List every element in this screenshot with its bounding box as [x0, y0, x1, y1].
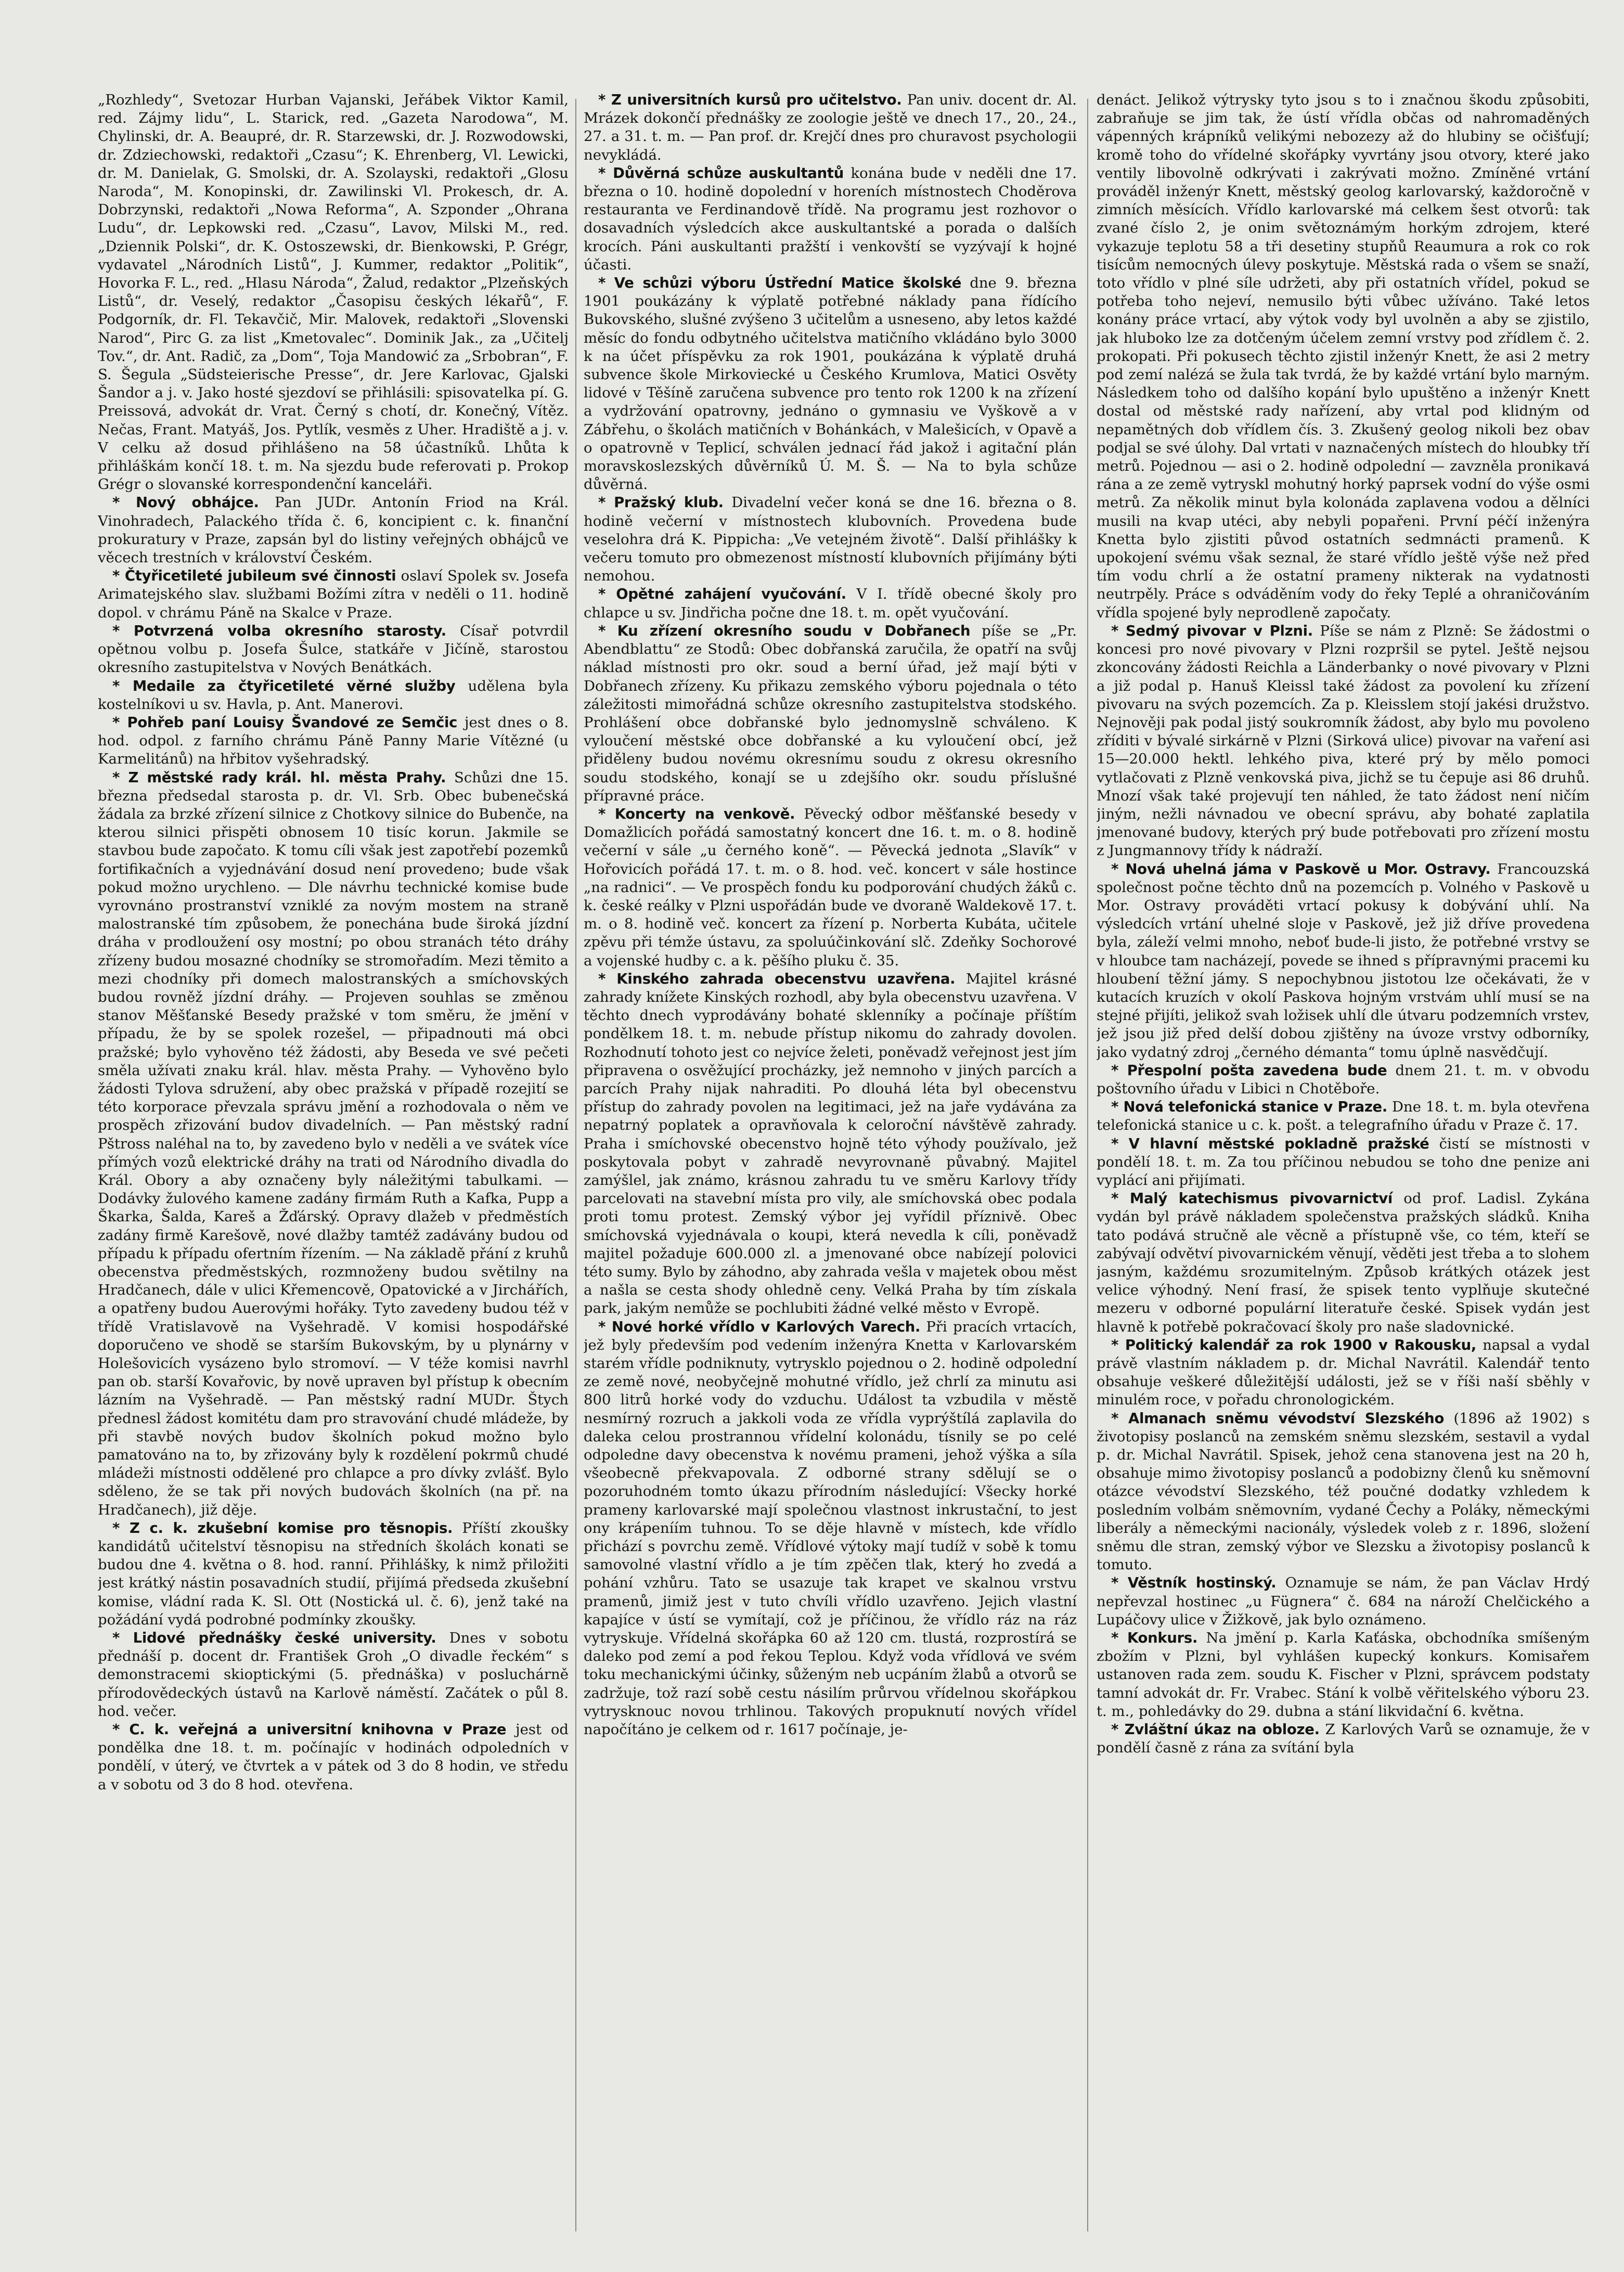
news-item-text: od prof. Ladisl. Zykána vydán byl právě nákladem společenstva pražských sládků. Kniha tato podává stručně ale věcně a přístupně vše, co tém, kteří se zabývají odvětví pivovarnickém věnují, věděti jest třeba a to slohem jasným, každému srozumitelným. Způsob krátkých otázek jest velice výhodný. Není frasí, že spisek tento vyplňuje skutečné mezeru v odborné populární literatuře české. Spisek vydán jest hlavně k potřebě pokračovací školy pro naše sladovnické. — [1097, 1190, 1590, 1335]
news-item-text: Dnes v sobotu přednáší p. docent dr. František Groh „O divadle řeckém“ s demonstracemi skioptickými (5. přednáška) v posluchárně přírodovědeckých ústavů na Karlově náměstí. Začátek o půl 8. hod. večer. — [98, 1630, 569, 1720]
news-item-text: Při pracích vrtacích, jež byly především pod vedením inženýra Knetta v Karlovarském starém vřídle podniknuty, vytrysklo pojednou o 2. hodině odpolední ze země nové, neobyčejně mohutné vřídlo, jež chrlí za minutu asi 800 litrů horké vody do vzduchu. Událost ta vzbudila v městě nesmírný rozruch a jakkoli voda ze vřídla vyprýštílá zaplavila do dalekа celou prostrannou vřídelní kolonádu, tísnily se po celé odpoledne davy obecenstva k novému prameni, jehož výška a síla všeobecně překvapovala. Z odborné strany sdělují se o pozoruhodném tomto úkazu přírodním následující: Všecky horké prameny karlovarské mají společnou vlastnost inkrustační, to jest ony krápeníím tuhnou. To se děje hlavně v místech, kde vřídlo přichází s povrchu země. Vřídlové výtoky mají tudíž v sobě k tomu samovolné vlastní vřídlo a je tím zpěčen tlak, který ho zvedá a pohání vzhůru. Tato se usazuje tak krapet ve skalnou vrstvu pramenů, jimiž jest v tuto chvíli vřídlo uzavřeno. Jejich vlastní kapajíce v ústí se vymítají, což je příčinou, že vřídlo ráz na ráz vytryskuje. Vřídelná skořápka 60 až 120 cm. tlustá, rozprostírá se daleko pod zemí a pod řekou Teplou. Když voda vřídlová ve svém toku mechanickými účinky, sůženým neb ucpáním žlabů a otvorů se zadržuje, tož razí sobě cestu násilím průrvou vřídelnou skořápkou vytrysknouc novou trhlinou. Takových propuknutí nových vřídel napočítáno je celkem od r. 1617 počínaje, je- — [584, 1318, 1077, 1738]
news-item-headline: * Pohřeb paní Louisy Švandové ze Semčic — [112, 714, 458, 731]
news-item-text: Pan JUDr. Antonín Friod na Král. Vinohradech, Palackého třída č. 6, koncipient c. k. finanční prokuratury v Praze, zapsán byl do listiny veřejných obhájců ve věcech trestních v království Českém. — [98, 494, 569, 566]
news-item-text: oslaví Spolek sv. Josefa Arimatejského slav. službami Božími zítra v neděli o 11. hodině dopol. v chrámu Páně na Skalce v Praze. — [98, 567, 569, 621]
news-item-headline: * Nové horké vřídlo v Karlových Varech. — [598, 1318, 921, 1335]
news-item — [1097, 1336, 1590, 1410]
news-item — [1097, 1721, 1590, 1757]
news-item — [1097, 860, 1590, 1062]
column-1 — [98, 91, 569, 2250]
news-item — [1097, 622, 1590, 860]
news-item-headline: * Almanach sněmu vévodství Slezského — [1111, 1410, 1445, 1427]
news-item-headline: * Opětné zahájení vyučování. — [598, 586, 846, 603]
news-item-headline: * Ku zřízení okresního soudu v Dobřanech — [598, 622, 971, 639]
news-item — [1097, 1098, 1590, 1134]
news-item-headline: * Politický kalendář za rok 1900 v Rakousku, — [1111, 1336, 1477, 1353]
news-item-text: dnem 21. t. m. v obvodu poštovního úřadu v Libici n Chotěboře. — [1097, 1062, 1590, 1097]
news-item-text: Píše se nám z Plzně: Se žádostmi o koncesi pro nové pivovary v Plzni rozpršil se pytel. Ještě nejsou zkoncovány žádosti Reichla a Länderbanky o nové pivovary v Plzni a již podal p. Hanuš Kleissl také žádost za povolení ku zřízení pivovaru na svých pozemcích. Za p. Kleisslem stojí jakési družstvo. Nejnověji pak podal jistý soukromník žádost, aby bylo mu povoleno zříditi v bývalé sirkárně v Plzni (Sirková ulice) pivovar na vaření asi 15—20.000 hektl. lehkého piva, které prý by mělo pomoci vytlačovati z Plzně venkovská piva, jichž se tu čepuje asi 86 druhů. Mnozí však také projevují ten náhled, že tato žádost není ničím jiným, nežli návnadou ve obecní správu, aby bohaté zaplatila jmenované budovy, kterých prý bude potřebovati pro zřízení mostu z Jungmannovy třídy k nádraží. — [1097, 622, 1590, 859]
news-item-text: Majitel krásné zahrady knížete Kinských rozhodl, aby byla obecenstvu uzavřena. V těchto dnech vyprodávány bohaté sklenníky a počínaje příštím pondělkem 18. t. m. nebude přístup nikomu do zahrady dovolen. Rozhodnutí tohoto jest co nejvíce želeti, poněvadž veřejnost jest jím připravena o osvěžující procházky, jež nemnoho v jiných parcích a parcích Prahy nijak nahraditi. Po dlouhá léta byl obecenstvu přístup do zahrady povolen na legitimaci, jež na jaře vydávána za nepatrný poplatek a opravňovala k celoroční návštěvě zahrady. Praha i smíchovské obecenstvo hojně této výhody používalo, jež poskytovala pobyt v zahradě nevyrovnaně půvabný. Majitel zamýšlel, jak známo, krásnou zahradu tu ve směru Karlovy třídy parcelovati na stavební místa pro vily, ale smíchovská obec podala proti tomu protest. Zemský výbor jej vyřídil příznivě. Obec smíchovská vyjednávala o koupi, která nevedla k cíli, poněvadž majitel požaduje 600.000 zl. a jmenované obce nabízejí polovici této sumy. Bylo by záhodno, aby zahrada vešla v majetek obou měst a našla se cesta shody ohledně ceny. Velká Praha by tím získala park, jakým nemůže se pochlubiti žádné velké město v Evropě. — [584, 970, 1077, 1317]
news-item-headline: * Kinského zahrada obecenstvu uzavřena. — [598, 970, 956, 987]
news-item-text: V I. třídě obecné školy pro chlapce u sv. Jindřicha počne dne 18. t. m. opět vyučování. — [584, 586, 1077, 621]
column-rule — [1087, 99, 1088, 2231]
news-item-headline: * Čtyřicetileté jubileum své činnosti — [112, 567, 396, 585]
news-item-headline: * Konkurs. — [1111, 1630, 1198, 1647]
news-item — [98, 1629, 569, 1721]
news-item-headline: * Z c. k. zkušební komise pro těsnopis. — [112, 1519, 453, 1537]
news-item — [584, 622, 1077, 805]
news-item-text: Divadelní večer koná se dne 16. března o 8. hodině večerní v místnostech klubovních. Provedena bude veselohra drá K. Pippicha: „Ve vetejném životě“. Další přihlášky k večeru tomuto pro obmezenost místností klubovních přijímány býti nemohou. — [584, 494, 1077, 585]
news-item-text: jest dnes o 8. hod. odpol. z farního chrámu Páně Panny Marie Vítězné (u Karmelitánů) na hřbitov vyšehradský. — [98, 714, 569, 768]
news-item — [1097, 1574, 1590, 1629]
news-item-text: píše se „Pr. Abendblattu“ ze Stodů: Obec dobřanská zaručila, že opatří na svůj náklad místnosti pro okr. soud a berní úřad, jež mají býti v Dobřanech zřízeny. Ku přikazu zemského výboru pojednala o této záležitosti mimořádná schůze okresního zastupitelstva stodského. Prohlášení obce dobřanské bylo jednomyslně schváleno. K vyloučení městské obce dobřanské a ku vyloučení obcí, jež přiděleny budou novému okresnímu soudu z okresu okresního soudu stodského, konají se u zdejšího okr. soudu příslušné přípravné práce. — [584, 622, 1077, 804]
news-item — [1097, 1629, 1590, 1721]
news-item-headline: * Z městské rady král. hl. města Prahy. — [112, 769, 446, 786]
news-item-text: jest od pondělka dne 18. t. m. počínajíc v hodinách odpoledních v pondělí, v úterý, ve čtvrtek a v pátek od 3 do 8 hodin, ve středu a v sobotu od 3 do 8 hod. otevřena. — [98, 1721, 569, 1793]
news-item-headline: * Zvláštní úkaz na obloze. — [1111, 1721, 1320, 1738]
news-item — [98, 622, 569, 677]
news-item-text: (1896 až 1902) s životopisy poslanců na zemském sněmu slezském, sestavil a vydal p. dr. Michal Navrátil. Spisek, jehož cena stanovena jest na 20 h, obsahuje mimo životopisy poslanců a podobizny členů ku sněmovní otázce vévodství Slezského, též poučné dodatky vzhledem k posledním volbám sněmovním, vydané Čechy a Poláky, německými liberály a německými nacionály, výsledek voleb z r. 1896, složení sněmu dle stran, zemský výbor ve Slezsku a životopisy poslanců k tomuto. — [1097, 1410, 1590, 1573]
news-item — [584, 970, 1077, 1318]
news-item-headline: * Důvěrná schůze auskultantů — [598, 164, 844, 182]
news-item-headline: * Lidové přednášky české university. — [112, 1630, 436, 1647]
news-item-text: „Rozhledy“, Svetozar Hurban Vajanski, Jeřábek Viktor Kamil, red. Zájmy lidu“, L. Starick, red. „Gazeta Narodowa“, M. Chylinski, dr. A. Beaupré, dr. R. Starzewski, dr. J. Rozwodowski, dr. Zdziechowski, redaktoři „Czasu“; K. Ehrenberg, Vl. Lewicki, dr. M. Danielak, G. Smolski, dr. A. Szolayski, redaktoři „Glosu Naroda“, M. Konopinski, dr. Zawilinski Vl. Prokesch, dr. A. Dobrzynski, redaktoři „Nowa Reforma“, A. Szponder „Ohrana Ludu“, dr. Lepkowski red. „Czasu“, Lavov, Milski M., red. „Dziennik Polski“, dr. K. Ostoszewski, dr. Bienkowski, P. Grégr, vydavatel „Národních Listů“, J. Kummer, redaktor „Politik“, Hovorka F. L., red. „Hlasu Národa“, Žalud, redaktor „Plzeňských Listů“, dr. Veselý, redaktor „Časopisu českých lékařů“, F. Podgorník, dr. Fl. Tekavčič, Mir. Malovek, redaktoři „Slovenski Narod“, Pirc G. za list „Kmetovalec“. Dominik Jak., za „Učitelj Tov.“, dr. Ant. Radič, za „Dom“, Toja Mandowić za „Srbobran“, F. S. Šegula „Südsteierische Presse“, dr. Jere Karlovac, Gjalski Šandor a j. v. Jako hosté sjezdoví se přihlásili: spisovatelka pí. G. Preissová, advokát dr. Vrat. Černý s chotí, dr. Konečný, Vítěz. Nečas, Frant. Matyáš, Jos. Pytlík, vesměs z Uher. Hradiště a j. v. V celku až dosud přihlášeno na 58 účastníků. Lhůta k přihláškám končí 18. t. m. Na sjezdu bude referovati p. Prokop Grégr o slovanské korrespondenční kanceláři. — [98, 92, 569, 493]
news-item — [1097, 1190, 1590, 1336]
column-3 — [1097, 91, 1590, 2250]
news-item — [98, 1519, 569, 1629]
news-item-headline: * V hlavní městské pokladně pražské — [1111, 1135, 1429, 1152]
news-item — [98, 567, 569, 622]
news-item — [98, 769, 569, 1519]
news-item-headline: * Pražský klub. — [598, 494, 724, 511]
news-item — [584, 1318, 1077, 1739]
news-item-headline: * Ve schůzi výboru Ústřední Matice školské — [598, 275, 962, 292]
news-item-text: konána bude v neděli dne 17. března o 10. hodině dopolední v horeních místnostech Choděrova restauranta ve Ferdinandově třídě. Na programu jest rozhovor o dosavadních výsledcích akce auskultantské a porada o dalších krocích. Páni auskultanti pražští i venkovští se vyzývají k hojné účasti. — [584, 164, 1077, 273]
news-item — [1097, 1062, 1590, 1098]
news-item-text: Schůzi dne 15. března předsedal starosta p. dr. Vl. Srb. Obec bubenečská žádala za brzké zřízení silnice z Chotkovy silnice do Bubenče, na kterou silnici přispěti obnosem 10 tisíc korun. Jakmile se stavbou bude započato. K tomu cíli však jest zapotřebí pozemků fortifikačních a vyjednávání dosud není provedeno; bude však pokud možno urychleno. — Dle návrhu technické komise bude vyrovnáno prostranství vzniklé za novým mostem na straně malostranské tím způsobem, že ponechána bude široká jízdní dráha v prodloužení osy mostní; po obou stranách této dráhy zřízeny budou mosazné chodníky se stromořadím. Mezi těmito a mezi chodníky při domech malostranských a smíchovských budou rovněž jízdní dráhy. — Projeven souhlas se změnou stanov Měšťanské Besedy pražské v tom směru, že jmění v případu, že by se spolek rozešel, — připadnouti má obci pražské; bylo vyhověno též žádosti, aby Beseda ve své pečeti směla užívati znaku král. hlav. města Prahy. — Vyhověno bylo žádosti Tylova sdružení, aby obec pražská v případě rozejití se této korporace převzala správu jmění a rozhodovala o něm ve prospěch zřizování budov divadelních. — Pan městský radní Pštross naléhal na to, by zavedeno bylo v neděli a ve svátek více přímých vozů elektrické dráhy na trati od Národního divadla do Král. Obory a aby označeny byly náležitými tabulkami. — Dodávky žulového kamene zadány firmám Ruth a Kafka, Pupp a Škarka, Šalda, Kareš a Žďárský. Opravy dlažeb v předměstích zadány firmě Karešově, nové dlažby tamtéž zadávány budou od případu k případu ofertním řízením. — Na základě přání z kruhů obecenstva předměstských, rozmnoženy budou světilny na Hradčanech, dále v ulici Křemencově, Opatovické a v Jirchářích, a opatřeny budou Auerovými hořáky. Tyto zavedeny budou též v třídě Vratislavově na Vyšehradě. V komisi hospodářské doporučeno ve shodě se starším Bukovským, by u plynárny v Holešovicích vysázeno bylo stromoví. — V téže komisi navrhl pan ob. starší Kovařovic, by nově upraven byl přístup k obecním lázním na Vyšehradě. — Pan městský radní MUDr. Štych přednesl žádost komitétu dam pro stravování chudé mládeže, by při stavbě nových budov školních pokud možno bylo pamatováno na to, by zřizovány byly k rozdělení pokrmů chudé mládeži místnosti oddělené pro chlapce a pro dívky zvlášť. Bylo sděleno, že se tak při nových budovách školních (na př. na Hradčanech), již děje. — [98, 769, 569, 1518]
news-item-text: denáct. Jelikož výtrysky tyto jsou s to i značnou škodu způsobiti, zabraňuje se jim tak, že ústí vřídla občas od nahromaděných vápenných krápníků velikými nebozezy až do hlubiny se očišťují; kromě toho do vřídelné skořápky vyvrtány jsou otvory, které jako ventily libovolně odkrývati i zakrývati možno. Zmíněné vrtání prováděl inženýr Knett, městský geolog karlovarský, každoročně v zimních měsících. Vřídlo karlovarské má celkem šest otvorů: tak zvané číslo 2, je onim světoznámým horkým zdrojem, které vykazuje teplotu 58 a tři desetiny stupňů Reaumura a rok co rok tisícům nemocných úlevy poskytuje. Městská rada o všem se snaží, toto vřídlo v plné síle udržeti, aby při ostatních vřídel, pokud se potřeba toho nejeví, nemusilo býti vůbec užíváno. Také letos konány práce vrtací, aby výtok vody byl uvolněn a aby se zjistilo, jak hluboko lze za dotčeným účelem zemní vrstvy pod zřídlem č. 2. prokopati. Při pokusech těchto zjistil inženýr Knett, že asi 2 metry pod zemí nalézá se žula tak tvrdá, že by každé vrtání bylo marným. Následkem toho od dalšího kopání bylo upuštěno a inženýr Knett dostal od městské rady nařízení, aby vrtal pod klidným od nepamětných dob vřídlem čís. 3. Zkušený geolog nikoli bez obav podjal se své úlohy. Dal vrtati v naznačených místech do hloubky tří metrů. Pojednou — asi o 2. hodině odpolední — zavzněla pronikavá rána a ze země vytryskl mohutný horký paprsek vodní do výše osmi metrů. Za několik minut byla kolonáda zaplavena vodou a dělníci musili na kvap utéci, aby nebyli popařeni. První péčí inženýra Knetta bylo zjistiti původ ostatních sedmnácti pramenů. K upokojení svému však seznal, že staré vřídlo ještě výše než před tím vodu chrlí a že ostatní prameny nikterak na vydatnosti neutrpěly. Práce s odváděním vody do řeky Teplé a ohraničováním vřídla spojené byly neprodleně započaty. — [1097, 92, 1590, 621]
news-item-headline: * Medaile za čtyřicetileté věrné služby — [112, 677, 456, 694]
news-item-text: Pěvecký odbor měšťanské besedy v Domažlicích pořádá samostatný koncert dne 16. t. m. o 8. hodině večerní v sále „u černého koně“. — Pěvecká jednota „Slavík“ v Hořovicích pořádá 17. t. m. o 8. hod. več. koncert v sále hostince „na radnici“. — Ve prospěch fondu ku podporování chudých žáků c. k. české reálky v Plzni uspořádán bude ve dvoraně Waldekově 17. t. m. o 8. hodině več. koncert za řízení p. Norberta Kubáta, učitele zpěvu při témže ústavu, za spoluúčinkování slč. Zdeňky Sochorové a vojenské hudby c. a k. pěšího pluku č. 35. — [584, 805, 1077, 969]
news-item — [1097, 1135, 1590, 1190]
news-item-headline: * Nová uhelná jáma v Paskově u Mor. Ostravy. — [1111, 860, 1491, 877]
news-item-text: Pan univ. docent dr. Al. Mrázek dokončí přednášky ze zoologie ještě ve dnech 17., 20., 24., 27. a 31. t. m. — Pan prof. dr. Krejčí dnes pro churavost psychologii nevykládá. — [584, 92, 1077, 163]
news-item — [584, 164, 1077, 274]
news-item — [1097, 1410, 1590, 1574]
news-item-headline: * Koncerty na venkově. — [598, 805, 795, 822]
news-item-text: Z Karlových Varů se oznamuje, že v pondělí časně z rána za svítání byla — [1097, 1721, 1590, 1757]
news-item-headline: * Sedmý pivovar v Plzni. — [1111, 622, 1313, 639]
news-item-text: Dne 18. t. m. byla otevřena telefonická stanice u c. k. pošt. a telegrafního úřadu v Praze č. 17. — [1097, 1099, 1590, 1134]
news-item-headline: * Nový obhájce. — [112, 494, 259, 511]
news-item-text: dne 9. března 1901 poukázány k výplatě potřebné náklady pana řídícího Bukovského, slušné zvýšeno 3 učitelům a usneseno, aby letos každé měsíc do fondu odbytného učitelstva matičního vkládáno bylo 3000 k na účet příspěvku za rok 1901, poukázána k výplatě druhá subvence škole Mirkoviecké u Českého Krumlova, Matici Osvěty lidové v Těšíně zaručena subvence pro tento rok 1200 k na zřízení a vydržování opatrovny, jednáno o gymnasiu ve Vyškově a v Zábřehu, o školách matičních v Bohánkách, v Malešicích, v Opavě a o opatrovně v Teplicí, schválen jednací řád jakož i agitační plán moravskoslezských důvěrníků Ú. M. Š. — Na to byla schůze důvěrná. — [584, 275, 1077, 493]
news-item-headline: * Potvrzená volba okresního starosty. — [112, 622, 446, 639]
news-item-text: napsal a vydal právě vlastním nákladem p. dr. Michal Navrátil. Kalendář tento obsahuje veškeré důležitější události, jež se v říši naší sběhly v minulém roce, v pořadu chronologickém. — [1097, 1336, 1590, 1409]
news-item-headline: * C. k. veřejná a universitní knihovna v Praze — [112, 1721, 507, 1738]
news-item-text: Na jmění p. Karla Kaťáska, obchodníka smíšeným zbožím v Plzni, byl vyhlášen kupecký konkurs. Komisařem ustanoven rada zem. soudu K. Fischer v Plzni, správcem podstaty tamní advokát dr. Fr. Vrabec. Stání k volbě věřitelského výboru 23. t. m., pohledávky do 29. dubna a stání likvidační 6. května. — [1097, 1630, 1590, 1720]
news-item-headline: * Nová telefonická stanice v Praze. — [1111, 1099, 1388, 1116]
news-item — [98, 714, 569, 769]
news-item-headline: * Z universitních kursů pro učitelstvo. — [598, 92, 902, 108]
column-rule — [575, 99, 576, 2231]
news-item-headline: * Přespolní pošta zavedena bude — [1111, 1062, 1387, 1079]
news-item-text: čistí se místnosti v pondělí 18. t. m. Za tou příčinou nebudou se toho dne penize ani vyplácí ani přijímati. — [1097, 1135, 1590, 1189]
news-item-headline: * Malý katechismus pivovarnictví — [1111, 1190, 1393, 1207]
news-item — [98, 677, 569, 714]
news-item-headline: * Věstník hostinský. — [1111, 1574, 1277, 1592]
news-item-text: Císař potvrdil opětnou volbu p. Josefa Šulce, statkáře v Jičíně, starostou okresního zastupitelstva v Nových Benátkách. — [98, 622, 569, 676]
news-item — [584, 805, 1077, 970]
news-item — [98, 494, 569, 567]
column-2 — [584, 91, 1077, 2250]
news-item — [584, 274, 1077, 494]
news-item — [584, 91, 1077, 164]
news-item-text: Francouzská společnost počne těchto dnů na pozemcích p. Volného v Paskově u Mor. Ostravy prováděti vrtací pokusy k dobývání uhlí. Na výsledcích vrtání uhelné sloje v Paskově, jež již dříve provedena byla, záleží velmi mnoho, neboť bude-li jisto, že potřebné vrstvy se v hloubce tam nacházejí, povede se ihned s přípravnými pracemi ku hloubení těžní jámy. S nepochybnou jistotou lze očekávati, že v kutacích kruzích v okolí Paskova hojným vrstvám uhlí musí se na stejné přijíti, jelikož svah ložisek uhlí dle útvaru podzemních vrstev, jež jsou již před delší dobou zjištěny na úvoze vrstvy odborníky, jako vydatný zdroj „černého démanta“ tomu úplně nasvědčují. — [1097, 860, 1590, 1061]
news-item — [584, 585, 1077, 622]
news-item-text: Oznamuje se nám, že pan Václav Hrdý nepřevzal hostinec „u Fügnera“ č. 684 na nároží Chelčického a Lupáčovy ulice v Žižkově, jak bylo oznámeno. — [1097, 1574, 1590, 1628]
news-item-text: udělena byla kostelníkovi u sv. Havla, p. Ant. Manerovi. — [98, 677, 569, 713]
news-item — [98, 91, 569, 494]
news-item — [584, 494, 1077, 585]
news-item — [1097, 91, 1590, 622]
news-item — [98, 1721, 569, 1794]
news-item-text: Příští zkoušky kandidátů učitelství těsnopisu na středních školách konati se budou dne 4. května o 8. hod. ranní. Přihlášky, k nimž přiložiti jest krátký nástin posavadních studií, přijímá předseda zkušební komise, vládní rada K. Sl. Ott (Nostická ul. č. 6), jenž také na požádání vydá podrobné podmínky zkoušky. — [98, 1519, 569, 1628]
